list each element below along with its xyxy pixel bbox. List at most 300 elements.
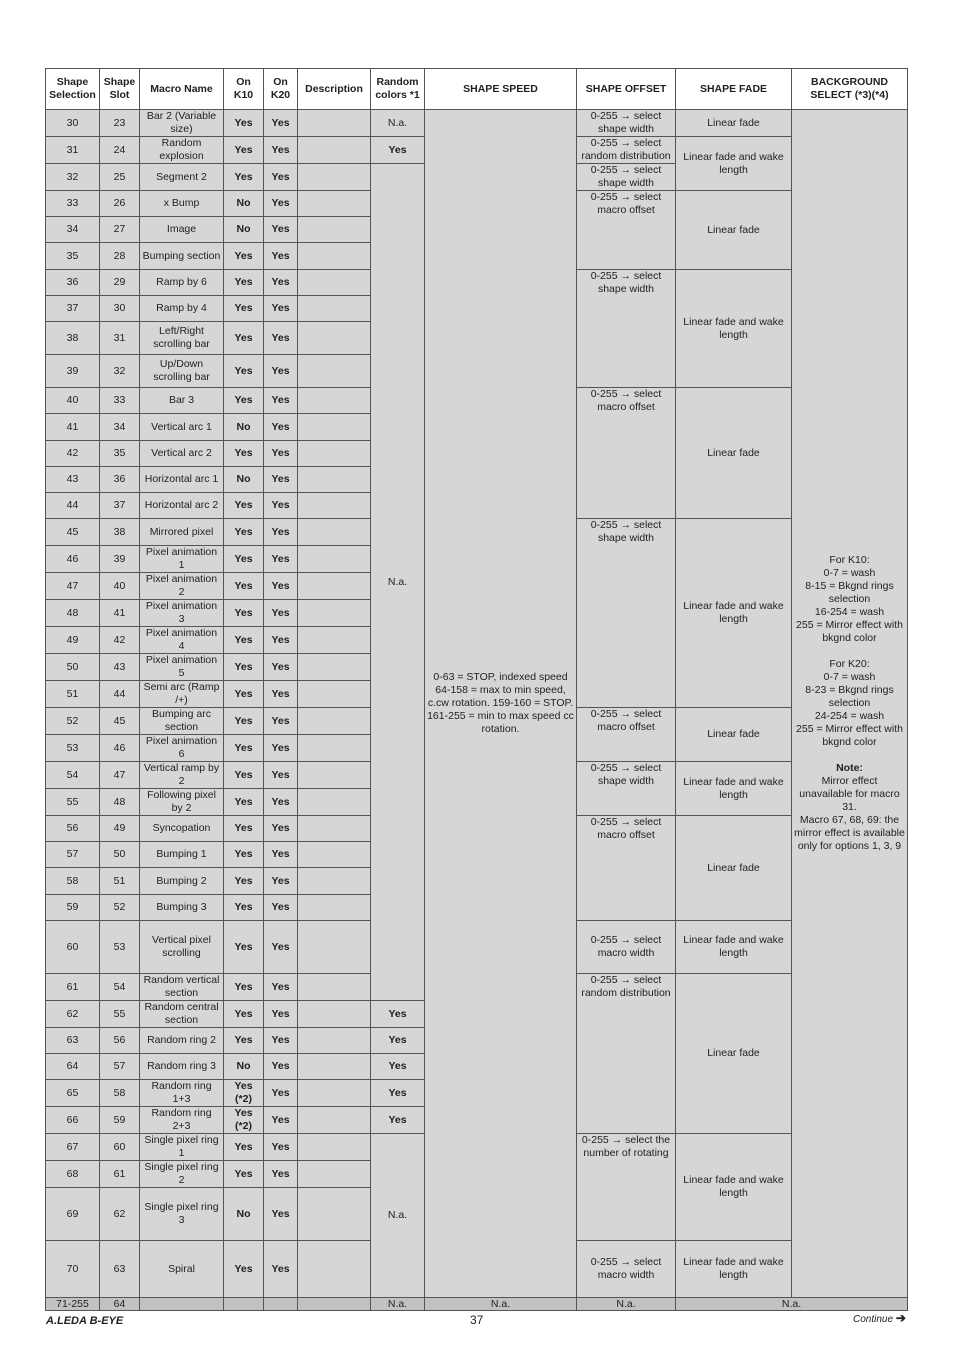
on-k10-cell: Yes: [224, 1134, 264, 1161]
macro-name-cell: x Bump: [140, 191, 224, 217]
th-shape-offset: SHAPE OFFSET: [577, 69, 676, 110]
shape-slot-cell: 51: [100, 868, 140, 895]
on-k10-cell: Yes: [224, 654, 264, 681]
shape-slot-cell: 28: [100, 243, 140, 270]
macro-name-cell: Segment 2: [140, 164, 224, 191]
on-k20-cell: Yes: [264, 708, 298, 735]
on-k10-cell: Yes: [224, 681, 264, 708]
header-row: [46, 69, 908, 110]
on-k20-cell: Yes: [264, 1001, 298, 1028]
th-background-select: BACKGROUND SELECT (*3)(*4): [792, 69, 908, 110]
shape-slot-cell: 39: [100, 546, 140, 573]
shape-slot-cell: 57: [100, 1054, 140, 1080]
on-k10-cell: Yes: [224, 789, 264, 816]
shape-slot-cell: 42: [100, 627, 140, 654]
description-cell: [298, 868, 371, 895]
macro-name-cell: [140, 1298, 224, 1311]
description-cell: [298, 921, 371, 974]
macro-name-cell: Random ring 2: [140, 1028, 224, 1054]
macro-name-cell: Image: [140, 217, 224, 243]
shape-selection-cell: 62: [46, 1001, 100, 1028]
on-k10-cell: Yes: [224, 921, 264, 974]
macro-name-cell: Up/Down scrolling bar: [140, 355, 224, 388]
shape-selection-cell: 47: [46, 573, 100, 600]
on-k10-cell: Yes: [224, 110, 264, 137]
macro-name-cell: Single pixel ring 2: [140, 1161, 224, 1188]
shape-selection-cell: 44: [46, 493, 100, 519]
shape-selection-cell: 42: [46, 441, 100, 467]
macro-name-cell: Pixel animation 1: [140, 546, 224, 573]
on-k10-cell: No: [224, 1188, 264, 1241]
shape-slot-cell: 48: [100, 789, 140, 816]
description-cell: [298, 974, 371, 1001]
macro-name-cell: Bumping section: [140, 243, 224, 270]
description-cell: [298, 1134, 371, 1161]
fade-cell: Linear fade: [676, 816, 792, 921]
description-cell: [298, 1298, 371, 1311]
description-cell: [298, 573, 371, 600]
shape-slot-cell: 61: [100, 1161, 140, 1188]
on-k20-cell: Yes: [264, 467, 298, 493]
shape-selection-cell: 32: [46, 164, 100, 191]
description-cell: [298, 110, 371, 137]
shape-selection-cell: 64: [46, 1054, 100, 1080]
description-cell: [298, 1241, 371, 1298]
offset-cell: 0-255 → select macro width: [577, 921, 676, 974]
macro-name-cell: Pixel animation 3: [140, 600, 224, 627]
on-k20-cell: Yes: [264, 1080, 298, 1107]
offset-cell: 0-255 → select macro offset: [577, 388, 676, 519]
shape-slot-cell: 38: [100, 519, 140, 546]
shape-slot-cell: 55: [100, 1001, 140, 1028]
shape-slot-cell: 35: [100, 441, 140, 467]
on-k20-cell: Yes: [264, 1107, 298, 1134]
description-cell: [298, 322, 371, 355]
on-k20-cell: Yes: [264, 1188, 298, 1241]
description-cell: [298, 842, 371, 868]
th-shape-selection: Shape Selection: [46, 69, 100, 110]
shape-slot-cell: 50: [100, 842, 140, 868]
description-cell: [298, 735, 371, 762]
shape-selection-cell: 39: [46, 355, 100, 388]
on-k20-cell: Yes: [264, 296, 298, 322]
on-k20-cell: Yes: [264, 735, 298, 762]
shape-slot-cell: 36: [100, 467, 140, 493]
th-shape-fade: SHAPE FADE: [676, 69, 792, 110]
description-cell: [298, 519, 371, 546]
on-k10-cell: Yes: [224, 388, 264, 414]
on-k20-cell: Yes: [264, 493, 298, 519]
fade-cell: Linear fade and wake length: [676, 519, 792, 708]
random-colors-cell: N.a.: [371, 110, 425, 137]
th-description: Description: [298, 69, 371, 110]
on-k10-cell: Yes: [224, 519, 264, 546]
shape-slot-cell: 33: [100, 388, 140, 414]
on-k10-cell: [224, 1298, 264, 1311]
background-line: 255 = Mirror effect with bkgnd color: [796, 619, 903, 644]
random-colors-cell: N.a.: [371, 1134, 425, 1298]
macro-name-cell: Random explosion: [140, 137, 224, 164]
background-line: Note:: [836, 762, 863, 774]
on-k20-cell: Yes: [264, 842, 298, 868]
shape-selection-cell: 48: [46, 600, 100, 627]
shape-selection-cell: 60: [46, 921, 100, 974]
macro-name-cell: Following pixel by 2: [140, 789, 224, 816]
shape-slot-cell: 62: [100, 1188, 140, 1241]
fade-cell: Linear fade: [676, 110, 792, 137]
shape-selection-cell: 52: [46, 708, 100, 735]
shape-selection-cell: 37: [46, 296, 100, 322]
th-on-k10: On K10: [224, 69, 264, 110]
shape-slot-cell: 46: [100, 735, 140, 762]
on-k10-cell: Yes: [224, 762, 264, 789]
macro-name-cell: Bar 3: [140, 388, 224, 414]
shape-selection-cell: 41: [46, 414, 100, 441]
shape-slot-cell: 64: [100, 1298, 140, 1311]
on-k10-cell: Yes: [224, 243, 264, 270]
fade-cell: Linear fade and wake length: [676, 1241, 792, 1298]
description-cell: [298, 600, 371, 627]
background-line: Macro 67, 68, 69: the mirror effect is available only for options 1, 3, 9: [794, 814, 905, 852]
random-colors-cell: Yes: [371, 1080, 425, 1107]
th-shape-speed: SHAPE SPEED: [425, 69, 577, 110]
description-cell: [298, 895, 371, 921]
shape-slot-cell: 53: [100, 921, 140, 974]
on-k20-cell: Yes: [264, 270, 298, 296]
fade-cell: Linear fade: [676, 388, 792, 519]
random-colors-cell: Yes: [371, 1001, 425, 1028]
macro-name-cell: Pixel animation 4: [140, 627, 224, 654]
on-k20-cell: Yes: [264, 654, 298, 681]
shape-selection-cell: 46: [46, 546, 100, 573]
offset-cell: 0-255 → select shape width: [577, 270, 676, 388]
fade-cell: Linear fade: [676, 708, 792, 762]
background-line: For K20:: [829, 658, 870, 670]
on-k20-cell: Yes: [264, 441, 298, 467]
on-k10-cell: Yes: [224, 842, 264, 868]
shape-selection-cell: 61: [46, 974, 100, 1001]
macro-name-cell: Random ring 3: [140, 1054, 224, 1080]
table-row: [46, 110, 908, 137]
on-k10-cell: Yes: [224, 1241, 264, 1298]
offset-cell: 0-255 → select macro offset: [577, 191, 676, 270]
shape-selection-cell: 31: [46, 137, 100, 164]
on-k20-cell: Yes: [264, 217, 298, 243]
random-colors-cell: Yes: [371, 137, 425, 164]
description-cell: [298, 789, 371, 816]
shape-selection-cell: 63: [46, 1028, 100, 1054]
description-cell: [298, 1080, 371, 1107]
on-k10-cell: Yes: [224, 1028, 264, 1054]
macro-name-cell: Ramp by 4: [140, 296, 224, 322]
on-k10-cell: No: [224, 414, 264, 441]
macro-name-cell: Horizontal arc 1: [140, 467, 224, 493]
description-cell: [298, 654, 371, 681]
description-cell: [298, 137, 371, 164]
shape-selection-cell: 53: [46, 735, 100, 762]
on-k10-cell: Yes: [224, 627, 264, 654]
offset-cell: 0-255 → select macro offset: [577, 816, 676, 921]
shape-selection-cell: 56: [46, 816, 100, 842]
shape-selection-cell: 30: [46, 110, 100, 137]
shape-selection-cell: 70: [46, 1241, 100, 1298]
macro-name-cell: Pixel animation 5: [140, 654, 224, 681]
shape-slot-cell: 54: [100, 974, 140, 1001]
page-number: 37: [470, 1313, 484, 1327]
shape-slot-cell: 43: [100, 654, 140, 681]
on-k10-cell: Yes: [224, 1161, 264, 1188]
on-k10-cell: No: [224, 467, 264, 493]
macro-name-cell: Single pixel ring 3: [140, 1188, 224, 1241]
macro-name-cell: Random central section: [140, 1001, 224, 1028]
on-k20-cell: Yes: [264, 573, 298, 600]
on-k10-cell: Yes: [224, 974, 264, 1001]
on-k10-cell: Yes: [224, 708, 264, 735]
description-cell: [298, 1188, 371, 1241]
random-colors-cell: N.a.: [371, 164, 425, 1001]
description-cell: [298, 270, 371, 296]
footer-brand: A.LEDA B-EYE: [46, 1315, 124, 1327]
macro-name-cell: Ramp by 6: [140, 270, 224, 296]
on-k10-cell: Yes: [224, 600, 264, 627]
description-cell: [298, 816, 371, 842]
shape-selection-cell: 58: [46, 868, 100, 895]
shape-speed-cell: N.a.: [425, 1298, 577, 1311]
macro-name-cell: Vertical pixel scrolling: [140, 921, 224, 974]
shape-slot-cell: 29: [100, 270, 140, 296]
offset-cell: 0-255 → select macro offset: [577, 708, 676, 762]
fade-cell: Linear fade: [676, 974, 792, 1134]
background-line: 24-254 = wash: [814, 710, 885, 722]
description-cell: [298, 388, 371, 414]
on-k10-cell: Yes: [224, 735, 264, 762]
on-k20-cell: Yes: [264, 388, 298, 414]
shape-selection-cell: 59: [46, 895, 100, 921]
macro-name-cell: Random vertical section: [140, 974, 224, 1001]
on-k20-cell: Yes: [264, 762, 298, 789]
on-k20-cell: Yes: [264, 627, 298, 654]
macro-name-cell: Bar 2 (Variable size): [140, 110, 224, 137]
shape-selection-cell: 57: [46, 842, 100, 868]
on-k10-cell: Yes: [224, 546, 264, 573]
background-line: 8-23 = Bkgnd rings selection: [805, 684, 894, 709]
background-line: 255 = Mirror effect with bkgnd color: [796, 723, 903, 748]
shape-selection-cell: 69: [46, 1188, 100, 1241]
description-cell: [298, 441, 371, 467]
offset-cell: 0-255 → select shape width: [577, 762, 676, 816]
macro-name-cell: Vertical arc 2: [140, 441, 224, 467]
table-row-last: [46, 1298, 908, 1311]
background-line: 16-254 = wash: [814, 606, 885, 618]
shape-slot-cell: 34: [100, 414, 140, 441]
fade-cell: Linear fade and wake length: [676, 921, 792, 974]
shape-slot-cell: 27: [100, 217, 140, 243]
shape-selection-cell: 67: [46, 1134, 100, 1161]
description-cell: [298, 467, 371, 493]
macro-name-cell: Vertical ramp by 2: [140, 762, 224, 789]
macro-name-cell: Bumping 1: [140, 842, 224, 868]
description-cell: [298, 414, 371, 441]
on-k20-cell: Yes: [264, 681, 298, 708]
macro-name-cell: Left/Right scrolling bar: [140, 322, 224, 355]
shape-slot-cell: 58: [100, 1080, 140, 1107]
description-cell: [298, 243, 371, 270]
on-k10-cell: Yes: [224, 322, 264, 355]
description-cell: [298, 546, 371, 573]
fade-cell: Linear fade and wake length: [676, 762, 792, 816]
on-k20-cell: Yes: [264, 414, 298, 441]
offset-cell: 0-255 → select macro width: [577, 1241, 676, 1298]
macro-name-cell: Random ring 1+3: [140, 1080, 224, 1107]
shape-selection-cell: 68: [46, 1161, 100, 1188]
shape-selection-cell: 40: [46, 388, 100, 414]
on-k10-cell: Yes (*2): [224, 1107, 264, 1134]
macro-name-cell: Bumping 3: [140, 895, 224, 921]
on-k20-cell: [264, 1298, 298, 1311]
shape-selection-cell: 33: [46, 191, 100, 217]
on-k20-cell: Yes: [264, 816, 298, 842]
description-cell: [298, 164, 371, 191]
description-cell: [298, 681, 371, 708]
shape-slot-cell: 60: [100, 1134, 140, 1161]
shape-slot-cell: 25: [100, 164, 140, 191]
on-k10-cell: No: [224, 1054, 264, 1080]
on-k20-cell: Yes: [264, 243, 298, 270]
shape-selection-cell: 65: [46, 1080, 100, 1107]
shape-slot-cell: 23: [100, 110, 140, 137]
shape-slot-cell: 40: [100, 573, 140, 600]
macro-name-cell: Syncopation: [140, 816, 224, 842]
background-line: For K10:: [829, 554, 870, 566]
shape-selection-cell: 54: [46, 762, 100, 789]
on-k10-cell: Yes: [224, 441, 264, 467]
background-line: 8-15 = Bkgnd rings selection: [805, 580, 894, 605]
on-k20-cell: Yes: [264, 1161, 298, 1188]
offset-cell: 0-255 → select random distribution: [577, 137, 676, 164]
on-k20-cell: Yes: [264, 974, 298, 1001]
on-k20-cell: Yes: [264, 921, 298, 974]
continue-text: Continue: [853, 1314, 894, 1325]
description-cell: [298, 1054, 371, 1080]
shape-selection-cell: 36: [46, 270, 100, 296]
background-line: Mirror effect unavailable for macro 31.: [799, 775, 900, 813]
on-k10-cell: Yes: [224, 1001, 264, 1028]
random-colors-cell: Yes: [371, 1028, 425, 1054]
on-k20-cell: Yes: [264, 164, 298, 191]
description-cell: [298, 708, 371, 735]
spacer: [794, 749, 905, 762]
macro-name-cell: Random ring 2+3: [140, 1107, 224, 1134]
random-colors-cell: Yes: [371, 1107, 425, 1134]
macro-name-cell: Vertical arc 1: [140, 414, 224, 441]
description-cell: [298, 296, 371, 322]
description-cell: [298, 217, 371, 243]
offset-cell: N.a.: [577, 1298, 676, 1311]
shape-slot-cell: 37: [100, 493, 140, 519]
macro-name-cell: Bumping 2: [140, 868, 224, 895]
macro-name-cell: Horizontal arc 2: [140, 493, 224, 519]
on-k10-cell: Yes: [224, 868, 264, 895]
background-line: 0-7 = wash: [823, 567, 876, 579]
on-k10-cell: Yes: [224, 573, 264, 600]
on-k20-cell: Yes: [264, 895, 298, 921]
th-on-k20: On K20: [264, 69, 298, 110]
on-k10-cell: Yes: [224, 270, 264, 296]
shape-selection-cell: 45: [46, 519, 100, 546]
on-k10-cell: Yes: [224, 164, 264, 191]
shape-slot-cell: 56: [100, 1028, 140, 1054]
description-cell: [298, 493, 371, 519]
random-colors-cell: Yes: [371, 1054, 425, 1080]
macro-table: [45, 68, 908, 1311]
spacer: [794, 645, 905, 658]
offset-cell: 0-255 → select shape width: [577, 164, 676, 191]
on-k20-cell: Yes: [264, 137, 298, 164]
shape-slot-cell: 45: [100, 708, 140, 735]
shape-slot-cell: 31: [100, 322, 140, 355]
arrow-right-icon: ➔: [895, 1311, 906, 1325]
shape-selection-cell: 38: [46, 322, 100, 355]
random-colors-cell: N.a.: [371, 1298, 425, 1311]
on-k10-cell: No: [224, 191, 264, 217]
fade-cell: Linear fade: [676, 191, 792, 270]
shape-selection-cell: 35: [46, 243, 100, 270]
on-k20-cell: Yes: [264, 1241, 298, 1298]
macro-name-cell: Single pixel ring 1: [140, 1134, 224, 1161]
on-k10-cell: Yes: [224, 137, 264, 164]
on-k10-cell: Yes (*2): [224, 1080, 264, 1107]
shape-slot-cell: 49: [100, 816, 140, 842]
shape-selection-cell: 66: [46, 1107, 100, 1134]
macro-name-cell: Semi arc (Ramp /+): [140, 681, 224, 708]
description-cell: [298, 1001, 371, 1028]
shape-selection-cell: 71-255: [46, 1298, 100, 1311]
macro-name-cell: Bumping arc section: [140, 708, 224, 735]
offset-cell: 0-255 → select the number of rotating: [577, 1134, 676, 1241]
description-cell: [298, 762, 371, 789]
shape-slot-cell: 47: [100, 762, 140, 789]
th-random-colors: Random colors *1: [371, 69, 425, 110]
shape-selection-cell: 55: [46, 789, 100, 816]
shape-selection-cell: 50: [46, 654, 100, 681]
on-k10-cell: Yes: [224, 895, 264, 921]
macro-name-cell: Pixel animation 2: [140, 573, 224, 600]
shape-slot-cell: 26: [100, 191, 140, 217]
shape-speed-cell: 0-63 = STOP, indexed speed 64-158 = max to min speed, c.cw rotation. 159-160 = STOP. 161-255 = min to max speed cc rotation.: [425, 110, 577, 1298]
shape-slot-cell: 59: [100, 1107, 140, 1134]
on-k20-cell: Yes: [264, 191, 298, 217]
on-k20-cell: Yes: [264, 868, 298, 895]
offset-cell: 0-255 → select shape width: [577, 110, 676, 137]
shape-slot-cell: 32: [100, 355, 140, 388]
shape-slot-cell: 24: [100, 137, 140, 164]
fade-cell: Linear fade and wake length: [676, 270, 792, 388]
fade-cell: Linear fade and wake length: [676, 137, 792, 191]
th-shape-slot: Shape Slot: [100, 69, 140, 110]
on-k20-cell: Yes: [264, 355, 298, 388]
th-macro-name: Macro Name: [140, 69, 224, 110]
fade-cell: Linear fade and wake length: [676, 1134, 792, 1241]
description-cell: [298, 355, 371, 388]
shape-slot-cell: 44: [100, 681, 140, 708]
macro-name-cell: Spiral: [140, 1241, 224, 1298]
on-k20-cell: Yes: [264, 789, 298, 816]
on-k20-cell: Yes: [264, 110, 298, 137]
on-k10-cell: Yes: [224, 296, 264, 322]
on-k10-cell: No: [224, 217, 264, 243]
shape-selection-cell: 51: [46, 681, 100, 708]
fade-background-cell: N.a.: [676, 1298, 908, 1311]
